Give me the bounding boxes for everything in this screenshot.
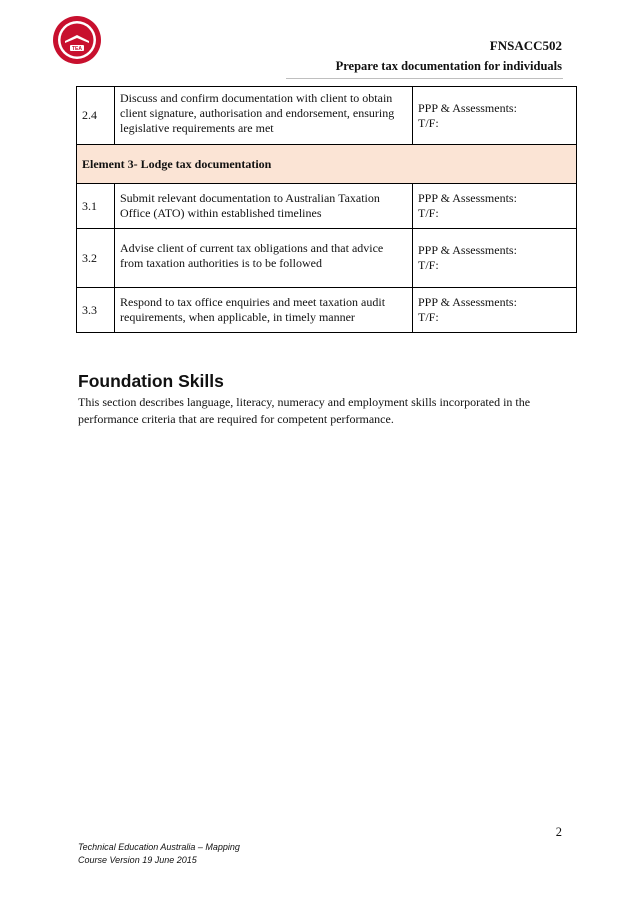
criterion-number: 3.3 (77, 288, 115, 333)
evidence-tf: T/F: (418, 206, 439, 220)
criterion-number: 2.4 (77, 87, 115, 145)
table-row (77, 229, 577, 288)
foundation-skills-heading: Foundation Skills (78, 371, 224, 391)
evidence-tf: T/F: (418, 115, 439, 130)
unit-code: FNSACC502 (489, 38, 562, 53)
criterion-description: Submit relevant documentation to Australian Taxation Office (ATO) within established timelines (115, 184, 413, 229)
table-row (77, 288, 577, 333)
performance-criteria-table (76, 86, 577, 333)
evidence-cell (413, 87, 577, 145)
logo-text: TEA (72, 46, 82, 52)
foundation-skills-body: This section describes language, literacy, numeracy and employment skills incorporated in the performance criteria that are required for competent performance. (78, 395, 531, 426)
criterion-description: Discuss and confirm documentation with client to obtain client signature, authorisation and endorsement, ensuring legislative requirements are met (115, 87, 413, 145)
unit-title: Prepare tax documentation for individuals (335, 59, 562, 73)
element-heading: Element 3- Lodge tax documentation (77, 145, 577, 184)
header-divider (286, 78, 563, 79)
criterion-description: Advise client of current tax obligations and that advice from taxation authorities is to be followed (115, 229, 413, 288)
footer-line-version: Course Version 19 June 2015 (78, 855, 197, 865)
page-number: 2 (555, 825, 562, 839)
evidence-cell (413, 288, 577, 333)
criterion-number: 3.1 (77, 184, 115, 229)
table-row (77, 87, 577, 145)
criterion-description: Respond to tax office enquiries and meet taxation audit requirements, when applicable, in timely manner (115, 288, 413, 333)
evidence-tf: T/F: (418, 258, 439, 272)
table-row (77, 184, 577, 229)
evidence-assessments: PPP & Assessments: (418, 243, 517, 257)
criterion-number: 3.2 (77, 229, 115, 288)
evidence-assessments: PPP & Assessments: (418, 100, 517, 115)
evidence-cell (413, 229, 577, 288)
footer-line-mapping: Technical Education Australia – Mapping (78, 842, 240, 852)
tea-logo (52, 15, 102, 65)
element-heading-row (77, 145, 577, 184)
footer (78, 841, 240, 867)
evidence-assessments: PPP & Assessments: (418, 191, 517, 205)
evidence-cell (413, 184, 577, 229)
evidence-tf: T/F: (418, 310, 439, 324)
evidence-assessments: PPP & Assessments: (418, 295, 517, 309)
